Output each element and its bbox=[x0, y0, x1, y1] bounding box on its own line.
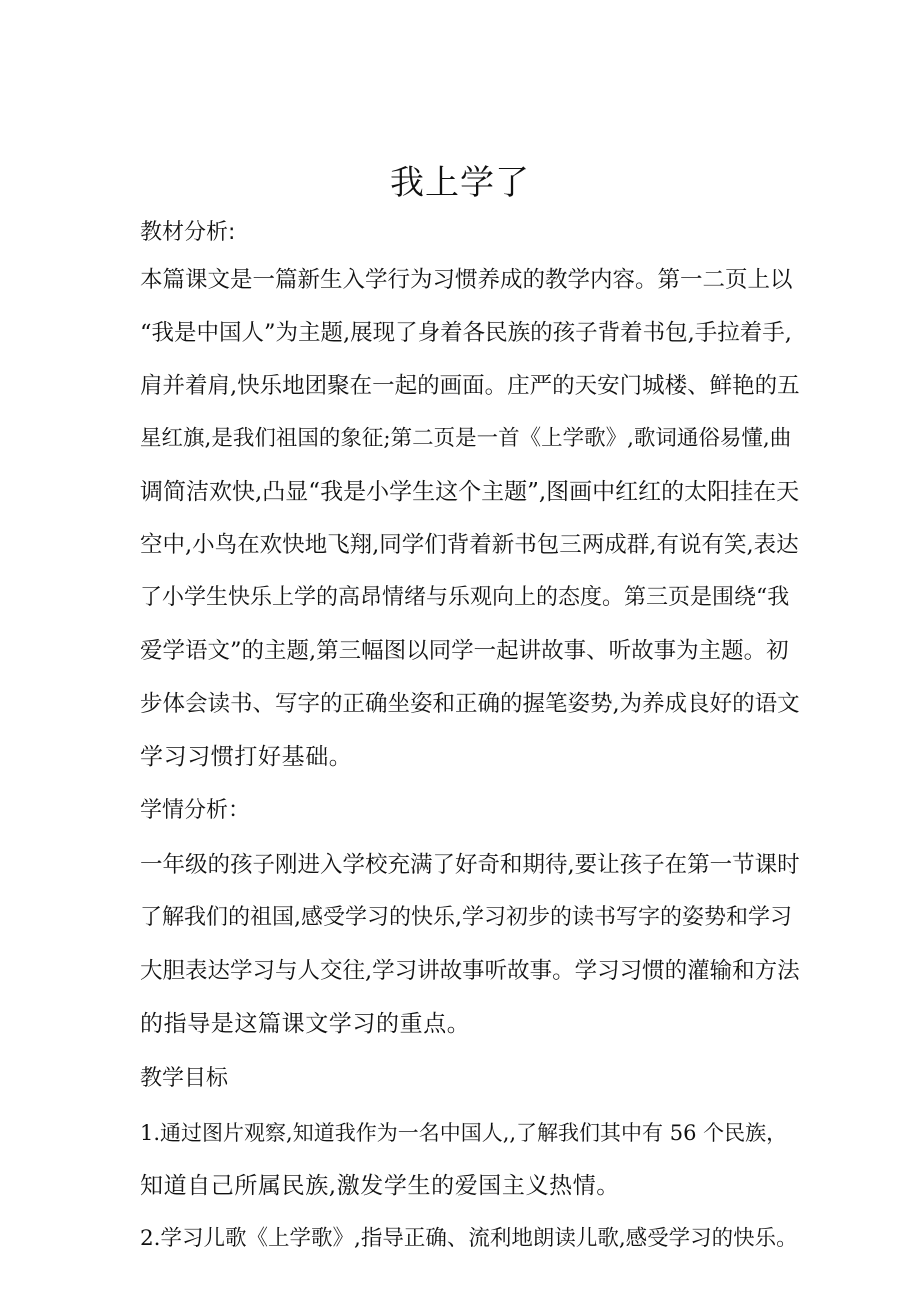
section-heading-teaching-goals: 教学目标 bbox=[140, 1066, 229, 1091]
paragraph-line: 学习习惯打好基础。 bbox=[140, 744, 353, 770]
paragraph-line: 大胆表达学习与人交往,学习讲故事听故事。学习习惯的灌输和方法 bbox=[140, 958, 800, 984]
section-heading-textbook-analysis: 教材分析: bbox=[140, 220, 236, 245]
document-title: 我上学了 bbox=[390, 163, 530, 203]
paragraph-line: 调简洁欢快,凸显“我是小学生这个主题”,图画中红红的太阳挂在天 bbox=[140, 479, 800, 505]
paragraph-line: “我是中国人”为主题,展现了身着各民族的孩子背着书包,手拉着手, bbox=[140, 320, 792, 346]
goal-item: 2.学习儿歌《上学歌》,指导正确、流利地朗读儿歌,感受学习的快乐。 bbox=[140, 1226, 798, 1251]
goal-item: 1.通过图片观察,知道我作为一名中国人,,了解我们其中有 56 个民族， bbox=[140, 1121, 788, 1145]
paragraph-line: 步体会读书、写字的正确坐姿和正确的握笔姿势,为养成良好的语文 bbox=[140, 691, 800, 717]
paragraph-line: 肩并着肩,快乐地团聚在一起的画面。庄严的天安门城楼、鲜艳的五 bbox=[140, 373, 800, 399]
paragraph-line: 本篇课文是一篇新生入学行为习惯养成的教学内容。第一二页上以 bbox=[140, 267, 793, 293]
paragraph-line: 爱学语文”的主题,第三幅图以同学一起讲故事、听故事为主题。初 bbox=[140, 638, 789, 664]
paragraph-line: 了解我们的祖国,感受学习的快乐,学习初步的读书写字的姿势和学习 bbox=[140, 905, 792, 930]
paragraph-line: 星红旗,是我们祖国的象征;第二页是一首《上学歌》,歌词通俗易懂,曲 bbox=[140, 426, 792, 451]
paragraph-line: 空中,小鸟在欢快地飞翔,同学们背着新书包三两成群,有说有笑,表达 bbox=[140, 532, 799, 558]
section-heading-student-analysis: 学情分析： bbox=[140, 798, 251, 823]
goal-item-continued: 知道自己所属民族,激发学生的爱国主义热情。 bbox=[140, 1173, 620, 1199]
paragraph-line: 一年级的孩子刚进入学校充满了好奇和期待,要让孩子在第一节课时 bbox=[140, 852, 800, 878]
paragraph-line: 的指导是这篇课文学习的重点。 bbox=[140, 1011, 471, 1037]
paragraph-line: 了小学生快乐上学的高昂情绪与乐观向上的态度。第三页是围绕“我 bbox=[140, 585, 790, 610]
